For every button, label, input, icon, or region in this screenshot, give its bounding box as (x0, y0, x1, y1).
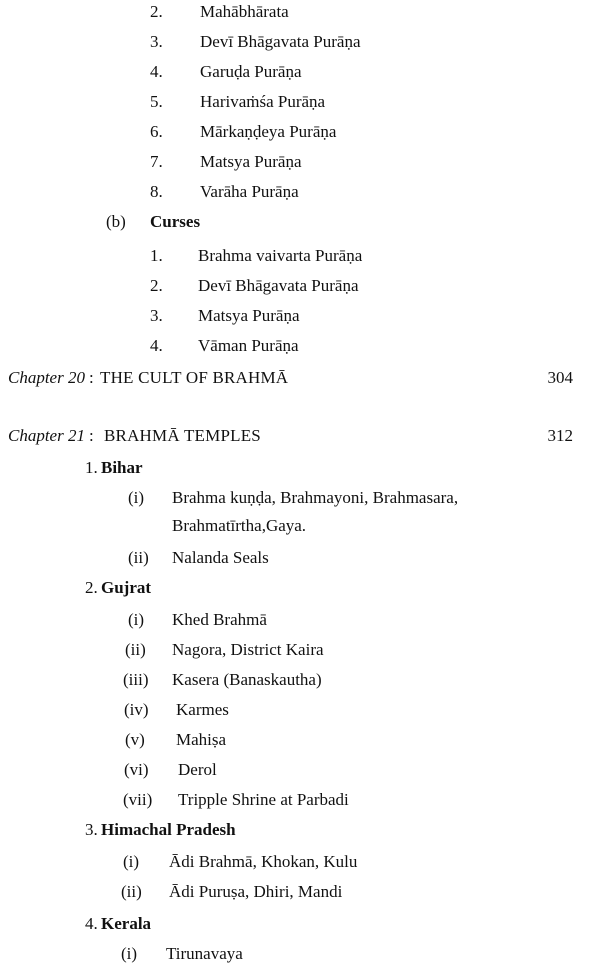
chapter-page-number: 304 (547, 368, 573, 387)
state-number: 4. (85, 914, 98, 933)
item-text: Vāman Purāṇa (198, 336, 299, 355)
item-number: (i) (123, 852, 140, 871)
chapter-page-number: 312 (547, 426, 573, 445)
chapter-label: Chapter 20 (8, 368, 85, 387)
item-number: 8. (150, 182, 163, 201)
chapter-separator: : (89, 426, 94, 445)
item-text: Nagora, District Kaira (172, 640, 324, 659)
item-text: Devī Bhāgavata Purāṇa (200, 32, 361, 51)
item-text: Mārkaṇḍeya Purāṇa (200, 122, 337, 141)
item-number: 2. (150, 276, 163, 295)
state-number: 3. (85, 820, 98, 839)
item-number: (vii) (123, 790, 153, 809)
item-number: 5. (150, 92, 163, 111)
chapter-title: BRAHMĀ TEMPLES (104, 426, 261, 445)
item-number: (ii) (128, 548, 149, 567)
item-number: 3. (150, 306, 163, 325)
item-number: 1. (150, 246, 163, 265)
item-text-continued: Brahmatīrtha,Gaya. (172, 516, 307, 535)
item-text: Derol (178, 760, 217, 779)
state-number: 1. (85, 458, 98, 477)
item-number: (ii) (125, 640, 146, 659)
item-text: Varāha Purāṇa (200, 182, 299, 201)
chapter-label: Chapter 21 (8, 426, 85, 445)
item-text: Tripple Shrine at Parbadi (178, 790, 349, 809)
item-text: Tirunavaya (166, 944, 243, 963)
item-number: (i) (128, 610, 145, 629)
item-text: Matsya Purāṇa (200, 152, 302, 171)
item-text: Ādi Puruṣa, Dhiri, Mandi (169, 882, 343, 901)
item-number: (v) (125, 730, 145, 749)
chapter-title: THE CULT OF BRAHMĀ (100, 368, 289, 387)
item-number: 6. (150, 122, 163, 141)
item-text: Brahma kuṇḍa, Brahmayoni, Brahmasara, (172, 488, 459, 507)
state-number: 2. (85, 578, 98, 597)
item-text: Matsya Purāṇa (198, 306, 300, 325)
state-name: Himachal Pradesh (101, 820, 236, 839)
item-number: (iii) (123, 670, 149, 689)
item-number: 4. (150, 62, 163, 81)
item-number: (i) (121, 944, 138, 963)
item-text: Ādi Brahmā, Khokan, Kulu (169, 852, 358, 871)
item-text: Brahma vaivarta Purāṇa (198, 246, 363, 265)
state-name: Bihar (101, 458, 143, 477)
state-name: Kerala (101, 914, 152, 933)
item-text: Kasera (Banaskautha) (172, 670, 322, 689)
item-text: Nalanda Seals (172, 548, 269, 567)
item-text: Garuḍa Purāṇa (200, 62, 302, 81)
item-number: (iv) (124, 700, 149, 719)
item-number: 2. (150, 2, 163, 21)
state-name: Gujrat (101, 578, 152, 597)
item-text: Devī Bhāgavata Purāṇa (198, 276, 359, 295)
item-number: 4. (150, 336, 163, 355)
item-number: (vi) (124, 760, 149, 779)
item-text: Karmes (176, 700, 229, 719)
chapter-separator: : (89, 368, 94, 387)
item-number: (ii) (121, 882, 142, 901)
section-title: Curses (150, 212, 201, 231)
item-number: (i) (128, 488, 145, 507)
section-label: (b) (106, 212, 126, 231)
item-text: Mahābhārata (200, 2, 289, 21)
item-text: Harivaṁśa Purāṇa (200, 92, 326, 111)
item-text: Khed Brahmā (172, 610, 267, 629)
item-number: 7. (150, 152, 163, 171)
item-text: Mahiṣa (176, 730, 227, 749)
item-number: 3. (150, 32, 163, 51)
